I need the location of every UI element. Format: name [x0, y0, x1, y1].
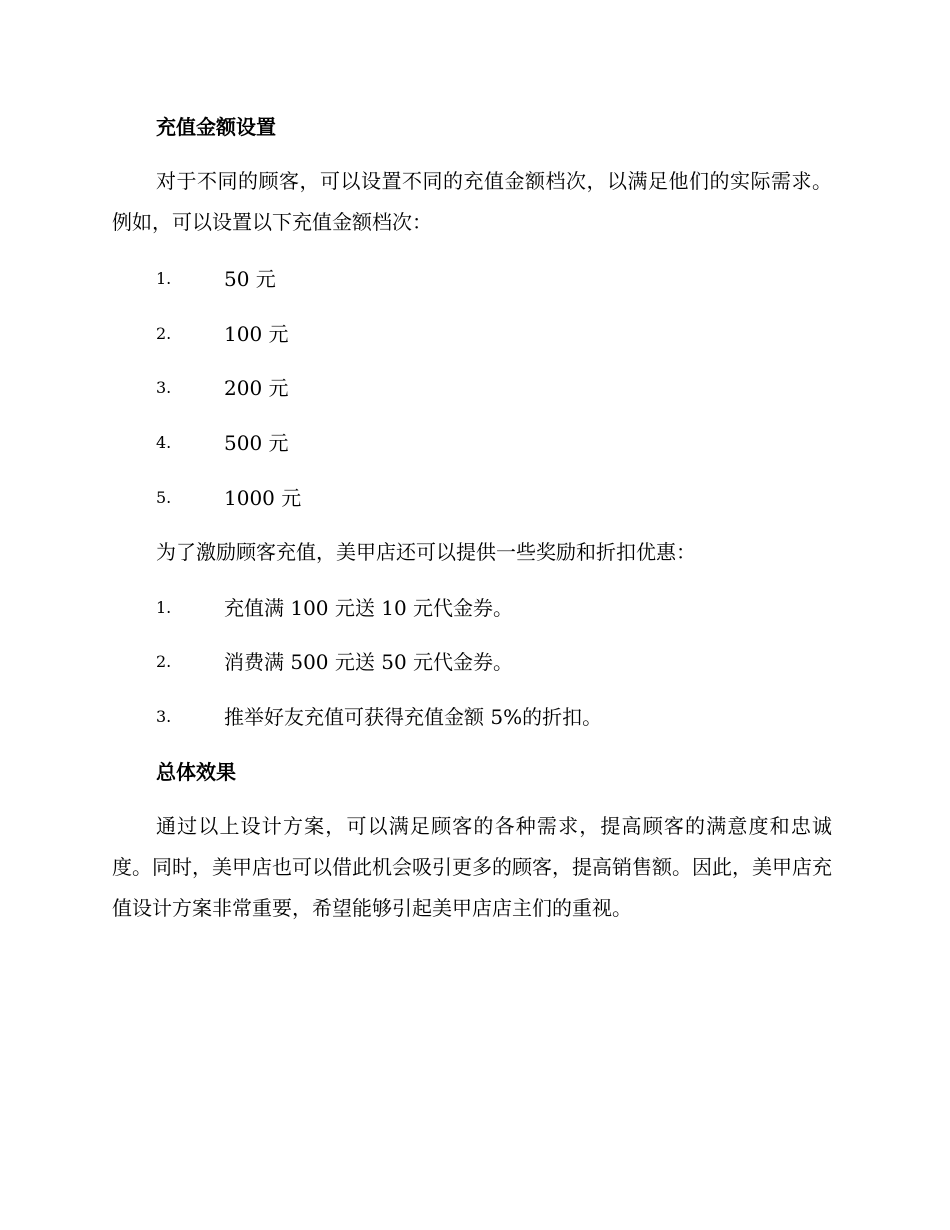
list-number: 3. [156, 707, 172, 726]
list-item-text: 50 元 [224, 267, 276, 291]
section-heading-overall: 总体效果 [156, 760, 236, 784]
list-number: 2. [156, 324, 172, 343]
overall-body-paragraph: 通过以上设计方案，可以满足顾客的各种需求，提高顾客的满意度和忠诚度。同时，美甲店也可以借此机会吸引更多的顾客，提高销售额。因此，美甲店充值设计方案非常重要，希望能够引起美甲店店主们的重视。 [112, 814, 832, 920]
recharge-intro-paragraph: 对于不同的顾客，可以设置不同的充值金额档次，以满足他们的实际需求。例如，可以设置以下充值金额档次： [112, 169, 832, 234]
list-item-text: 1000 元 [224, 486, 302, 510]
list-item-text: 推举好友充值可获得充值金额 5%的折扣。 [224, 705, 603, 729]
list-number: 1. [156, 598, 172, 617]
list-item-text: 充值满 100 元送 10 元代金券。 [224, 596, 514, 620]
list-number: 3. [156, 378, 172, 397]
list-item-text: 200 元 [224, 376, 289, 400]
list-item-text: 消费满 500 元送 50 元代金券。 [224, 650, 514, 674]
list-item-text: 100 元 [224, 322, 289, 346]
section-heading-recharge: 充值金额设置 [156, 115, 276, 139]
list-number: 2. [156, 652, 172, 671]
list-number: 5. [156, 488, 172, 507]
list-number: 4. [156, 433, 172, 452]
incentive-intro-paragraph: 为了激励顾客充值，美甲店还可以提供一些奖励和折扣优惠： [156, 540, 696, 564]
list-item-text: 500 元 [224, 431, 289, 455]
list-number: 1. [156, 269, 172, 288]
